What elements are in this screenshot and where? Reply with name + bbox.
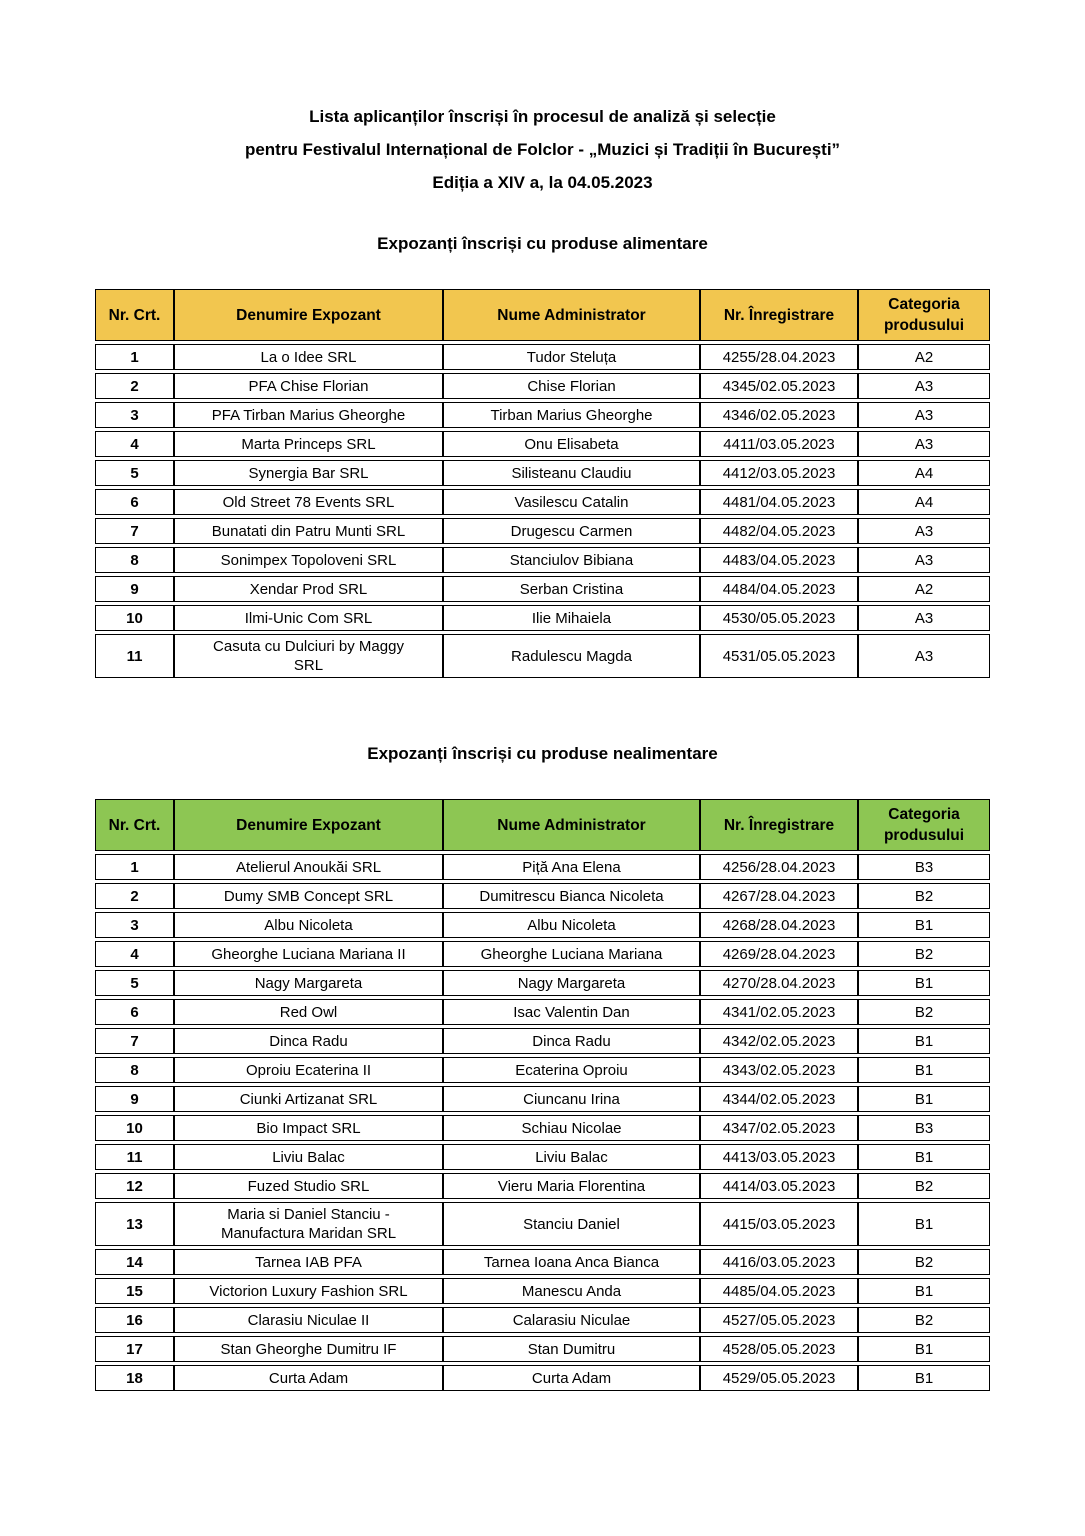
table-cell: La o Idee SRL (174, 344, 443, 370)
table-row (95, 941, 990, 967)
table-cell: 10 (95, 605, 174, 631)
table-cell: Tarnea IAB PFA (174, 1249, 443, 1275)
column-header: Denumire Expozant (174, 289, 443, 341)
table-cell: 17 (95, 1336, 174, 1362)
title-line-1: Lista aplicanților înscriși în procesul de analiză și selecție (309, 107, 776, 126)
table-cell: Albu Nicoleta (174, 912, 443, 938)
table-cell: Curta Adam (174, 1365, 443, 1391)
table-row (95, 1307, 990, 1333)
table-row (95, 1202, 990, 1246)
table-cell: 13 (95, 1202, 174, 1246)
table-cell: B1 (858, 970, 990, 996)
table-cell: Stan Dumitru (443, 1336, 700, 1362)
table-row (95, 1336, 990, 1362)
table-row (95, 1057, 990, 1083)
column-header: Denumire Expozant (174, 799, 443, 851)
table-cell: Victorion Luxury Fashion SRL (174, 1278, 443, 1304)
table-cell: 4529/05.05.2023 (700, 1365, 858, 1391)
food-section-title: Expozanți înscriși cu produse alimentare (377, 234, 708, 253)
table-cell: 4530/05.05.2023 (700, 605, 858, 631)
table-row (95, 999, 990, 1025)
table-cell: 4342/02.05.2023 (700, 1028, 858, 1054)
table-cell: Drugescu Carmen (443, 518, 700, 544)
nonfood-section-title: Expozanți înscriși cu produse nealimentare (367, 744, 718, 763)
table-cell: Tirban Marius Gheorghe (443, 402, 700, 428)
column-header: Nr. Înregistrare (700, 799, 858, 851)
table-cell: 4528/05.05.2023 (700, 1336, 858, 1362)
table-cell: 18 (95, 1365, 174, 1391)
table-cell: 4414/03.05.2023 (700, 1173, 858, 1199)
table-cell: B1 (858, 1028, 990, 1054)
table-row (95, 460, 990, 486)
table-cell: Stan Gheorghe Dumitru IF (174, 1336, 443, 1362)
table-cell: A3 (858, 518, 990, 544)
table-cell: Vieru Maria Florentina (443, 1173, 700, 1199)
table-row (95, 1173, 990, 1199)
table-row (95, 489, 990, 515)
table-cell: Albu Nicoleta (443, 912, 700, 938)
table-cell: Stanciu Daniel (443, 1202, 700, 1246)
table-cell: 3 (95, 402, 174, 428)
table-cell: Isac Valentin Dan (443, 999, 700, 1025)
table-cell: Gheorghe Luciana Mariana (443, 941, 700, 967)
table-cell: Liviu Balac (174, 1144, 443, 1170)
title-line-2: pentru Festivalul Internațional de Folclor - „Muzici și Tradiții în București” (244, 140, 841, 159)
table-row (95, 912, 990, 938)
table-cell: Marta Princeps SRL (174, 431, 443, 457)
column-header: Nume Administrator (443, 799, 700, 851)
table-cell: 6 (95, 999, 174, 1025)
table-cell: Ilmi-Unic Com SRL (174, 605, 443, 631)
table-cell: 7 (95, 518, 174, 544)
table-cell: 12 (95, 1173, 174, 1199)
table-cell: A3 (858, 634, 990, 678)
table-cell: 5 (95, 460, 174, 486)
nonfood-exhibitors-table (95, 796, 990, 1394)
table-cell: A2 (858, 344, 990, 370)
table-cell: Dumitrescu Bianca Nicoleta (443, 883, 700, 909)
table-cell: 4482/04.05.2023 (700, 518, 858, 544)
table-row (95, 1115, 990, 1141)
table-cell: 5 (95, 970, 174, 996)
table-cell: Old Street 78 Events SRL (174, 489, 443, 515)
table-cell: Clarasiu Niculae II (174, 1307, 443, 1333)
table-cell: 4 (95, 941, 174, 967)
column-header: Nr. Înregistrare (700, 289, 858, 341)
table-cell: Dinca Radu (174, 1028, 443, 1054)
table-cell: B1 (858, 912, 990, 938)
table-row (95, 1278, 990, 1304)
table-cell: 9 (95, 576, 174, 602)
table-cell: A3 (858, 431, 990, 457)
table-row (95, 1144, 990, 1170)
table-cell: B1 (858, 1336, 990, 1362)
table-cell: PFA Chise Florian (174, 373, 443, 399)
table-cell: 8 (95, 1057, 174, 1083)
table-cell: A3 (858, 402, 990, 428)
table-cell: 4527/05.05.2023 (700, 1307, 858, 1333)
table-cell: Vasilescu Catalin (443, 489, 700, 515)
table-cell: 11 (95, 1144, 174, 1170)
table-cell: B1 (858, 1144, 990, 1170)
table-cell: B2 (858, 999, 990, 1025)
table-cell: Curta Adam (443, 1365, 700, 1391)
nonfood-exhibitors-section (95, 743, 990, 1394)
table-cell: 10 (95, 1115, 174, 1141)
table-cell: 2 (95, 883, 174, 909)
table-cell: Silisteanu Claudiu (443, 460, 700, 486)
table-cell: 4255/28.04.2023 (700, 344, 858, 370)
table-cell: 16 (95, 1307, 174, 1333)
table-row (95, 970, 990, 996)
table-cell: 4483/04.05.2023 (700, 547, 858, 573)
table-cell: B1 (858, 1278, 990, 1304)
food-exhibitors-section (95, 233, 990, 681)
table-cell: Ciunki Artizanat SRL (174, 1086, 443, 1112)
table-cell: 4415/03.05.2023 (700, 1202, 858, 1246)
table-cell: 14 (95, 1249, 174, 1275)
table-cell: 4485/04.05.2023 (700, 1278, 858, 1304)
table-cell: Dumy SMB Concept SRL (174, 883, 443, 909)
table-row (95, 883, 990, 909)
table-cell: Synergia Bar SRL (174, 460, 443, 486)
column-header: Nume Administrator (443, 289, 700, 341)
table-cell: 4416/03.05.2023 (700, 1249, 858, 1275)
table-cell: 4345/02.05.2023 (700, 373, 858, 399)
table-cell: A4 (858, 460, 990, 486)
table-cell: B3 (858, 1115, 990, 1141)
table-cell: Xendar Prod SRL (174, 576, 443, 602)
document-page (95, 0, 990, 1394)
table-cell: 4268/28.04.2023 (700, 912, 858, 938)
table-cell: Ciuncanu Irina (443, 1086, 700, 1112)
table-cell: 1 (95, 344, 174, 370)
table-cell: A3 (858, 605, 990, 631)
table-cell: Piță Ana Elena (443, 854, 700, 880)
table-row (95, 431, 990, 457)
table-cell: 7 (95, 1028, 174, 1054)
table-cell: B3 (858, 854, 990, 880)
table-cell: Nagy Margareta (443, 970, 700, 996)
table-header-row (95, 799, 990, 851)
document-title (95, 0, 990, 199)
table-cell: Schiau Nicolae (443, 1115, 700, 1141)
table-row (95, 576, 990, 602)
table-cell: 6 (95, 489, 174, 515)
table-cell: 4531/05.05.2023 (700, 634, 858, 678)
table-row (95, 1086, 990, 1112)
table-cell: Sonimpex Topoloveni SRL (174, 547, 443, 573)
table-cell: B2 (858, 941, 990, 967)
table-row (95, 854, 990, 880)
table-cell: Manescu Anda (443, 1278, 700, 1304)
table-cell: Atelierul Anoukăi SRL (174, 854, 443, 880)
table-cell: 2 (95, 373, 174, 399)
table-row (95, 373, 990, 399)
table-cell: Radulescu Magda (443, 634, 700, 678)
column-header: Categoria produsului (858, 799, 990, 851)
table-cell: 4413/03.05.2023 (700, 1144, 858, 1170)
table-cell: 4341/02.05.2023 (700, 999, 858, 1025)
table-row (95, 402, 990, 428)
column-header: Nr. Crt. (95, 289, 174, 341)
table-row (95, 634, 990, 678)
table-cell: Bio Impact SRL (174, 1115, 443, 1141)
table-cell: Fuzed Studio SRL (174, 1173, 443, 1199)
table-cell: 4269/28.04.2023 (700, 941, 858, 967)
table-row (95, 518, 990, 544)
table-cell: B2 (858, 883, 990, 909)
table-row (95, 344, 990, 370)
table-cell: Bunatati din Patru Munti SRL (174, 518, 443, 544)
table-cell: 4346/02.05.2023 (700, 402, 858, 428)
table-cell: Calarasiu Niculae (443, 1307, 700, 1333)
table-cell: 4343/02.05.2023 (700, 1057, 858, 1083)
table-cell: Red Owl (174, 999, 443, 1025)
table-cell: 8 (95, 547, 174, 573)
table-cell: 4484/04.05.2023 (700, 576, 858, 602)
column-header: Categoria produsului (858, 289, 990, 341)
table-row (95, 547, 990, 573)
table-cell: Ilie Mihaiela (443, 605, 700, 631)
table-cell: 4347/02.05.2023 (700, 1115, 858, 1141)
table-cell: Casuta cu Dulciuri by Maggy SRL (174, 634, 443, 678)
table-cell: Dinca Radu (443, 1028, 700, 1054)
table-cell: 4411/03.05.2023 (700, 431, 858, 457)
table-cell: B2 (858, 1307, 990, 1333)
table-cell: Stanciulov Bibiana (443, 547, 700, 573)
table-cell: 9 (95, 1086, 174, 1112)
table-cell: 4267/28.04.2023 (700, 883, 858, 909)
table-cell: A3 (858, 547, 990, 573)
table-cell: B1 (858, 1057, 990, 1083)
table-row (95, 1028, 990, 1054)
table-cell: 4270/28.04.2023 (700, 970, 858, 996)
table-cell: B1 (858, 1365, 990, 1391)
table-cell: Maria si Daniel Stanciu - Manufactura Maridan SRL (174, 1202, 443, 1246)
table-cell: 1 (95, 854, 174, 880)
table-cell: 4481/04.05.2023 (700, 489, 858, 515)
table-cell: Nagy Margareta (174, 970, 443, 996)
table-cell: Gheorghe Luciana Mariana II (174, 941, 443, 967)
table-cell: Oproiu Ecaterina II (174, 1057, 443, 1083)
table-row (95, 1365, 990, 1391)
table-cell: A2 (858, 576, 990, 602)
food-exhibitors-table (95, 286, 990, 681)
table-cell: Ecaterina Oproiu (443, 1057, 700, 1083)
table-row (95, 1249, 990, 1275)
table-cell: Chise Florian (443, 373, 700, 399)
table-cell: B2 (858, 1249, 990, 1275)
table-cell: Tudor Steluța (443, 344, 700, 370)
table-cell: 4344/02.05.2023 (700, 1086, 858, 1112)
title-line-3: Ediția a XIV a, la 04.05.2023 (432, 173, 653, 192)
table-cell: B2 (858, 1173, 990, 1199)
table-cell: 4412/03.05.2023 (700, 460, 858, 486)
table-row (95, 605, 990, 631)
table-cell: 4256/28.04.2023 (700, 854, 858, 880)
table-cell: 11 (95, 634, 174, 678)
table-cell: 15 (95, 1278, 174, 1304)
table-cell: Tarnea Ioana Anca Bianca (443, 1249, 700, 1275)
table-header-row (95, 289, 990, 341)
table-cell: 3 (95, 912, 174, 938)
table-cell: B1 (858, 1202, 990, 1246)
table-cell: A3 (858, 373, 990, 399)
table-cell: Onu Elisabeta (443, 431, 700, 457)
table-cell: Serban Cristina (443, 576, 700, 602)
table-cell: Liviu Balac (443, 1144, 700, 1170)
table-cell: B1 (858, 1086, 990, 1112)
column-header: Nr. Crt. (95, 799, 174, 851)
table-cell: PFA Tirban Marius Gheorghe (174, 402, 443, 428)
table-cell: A4 (858, 489, 990, 515)
table-cell: 4 (95, 431, 174, 457)
